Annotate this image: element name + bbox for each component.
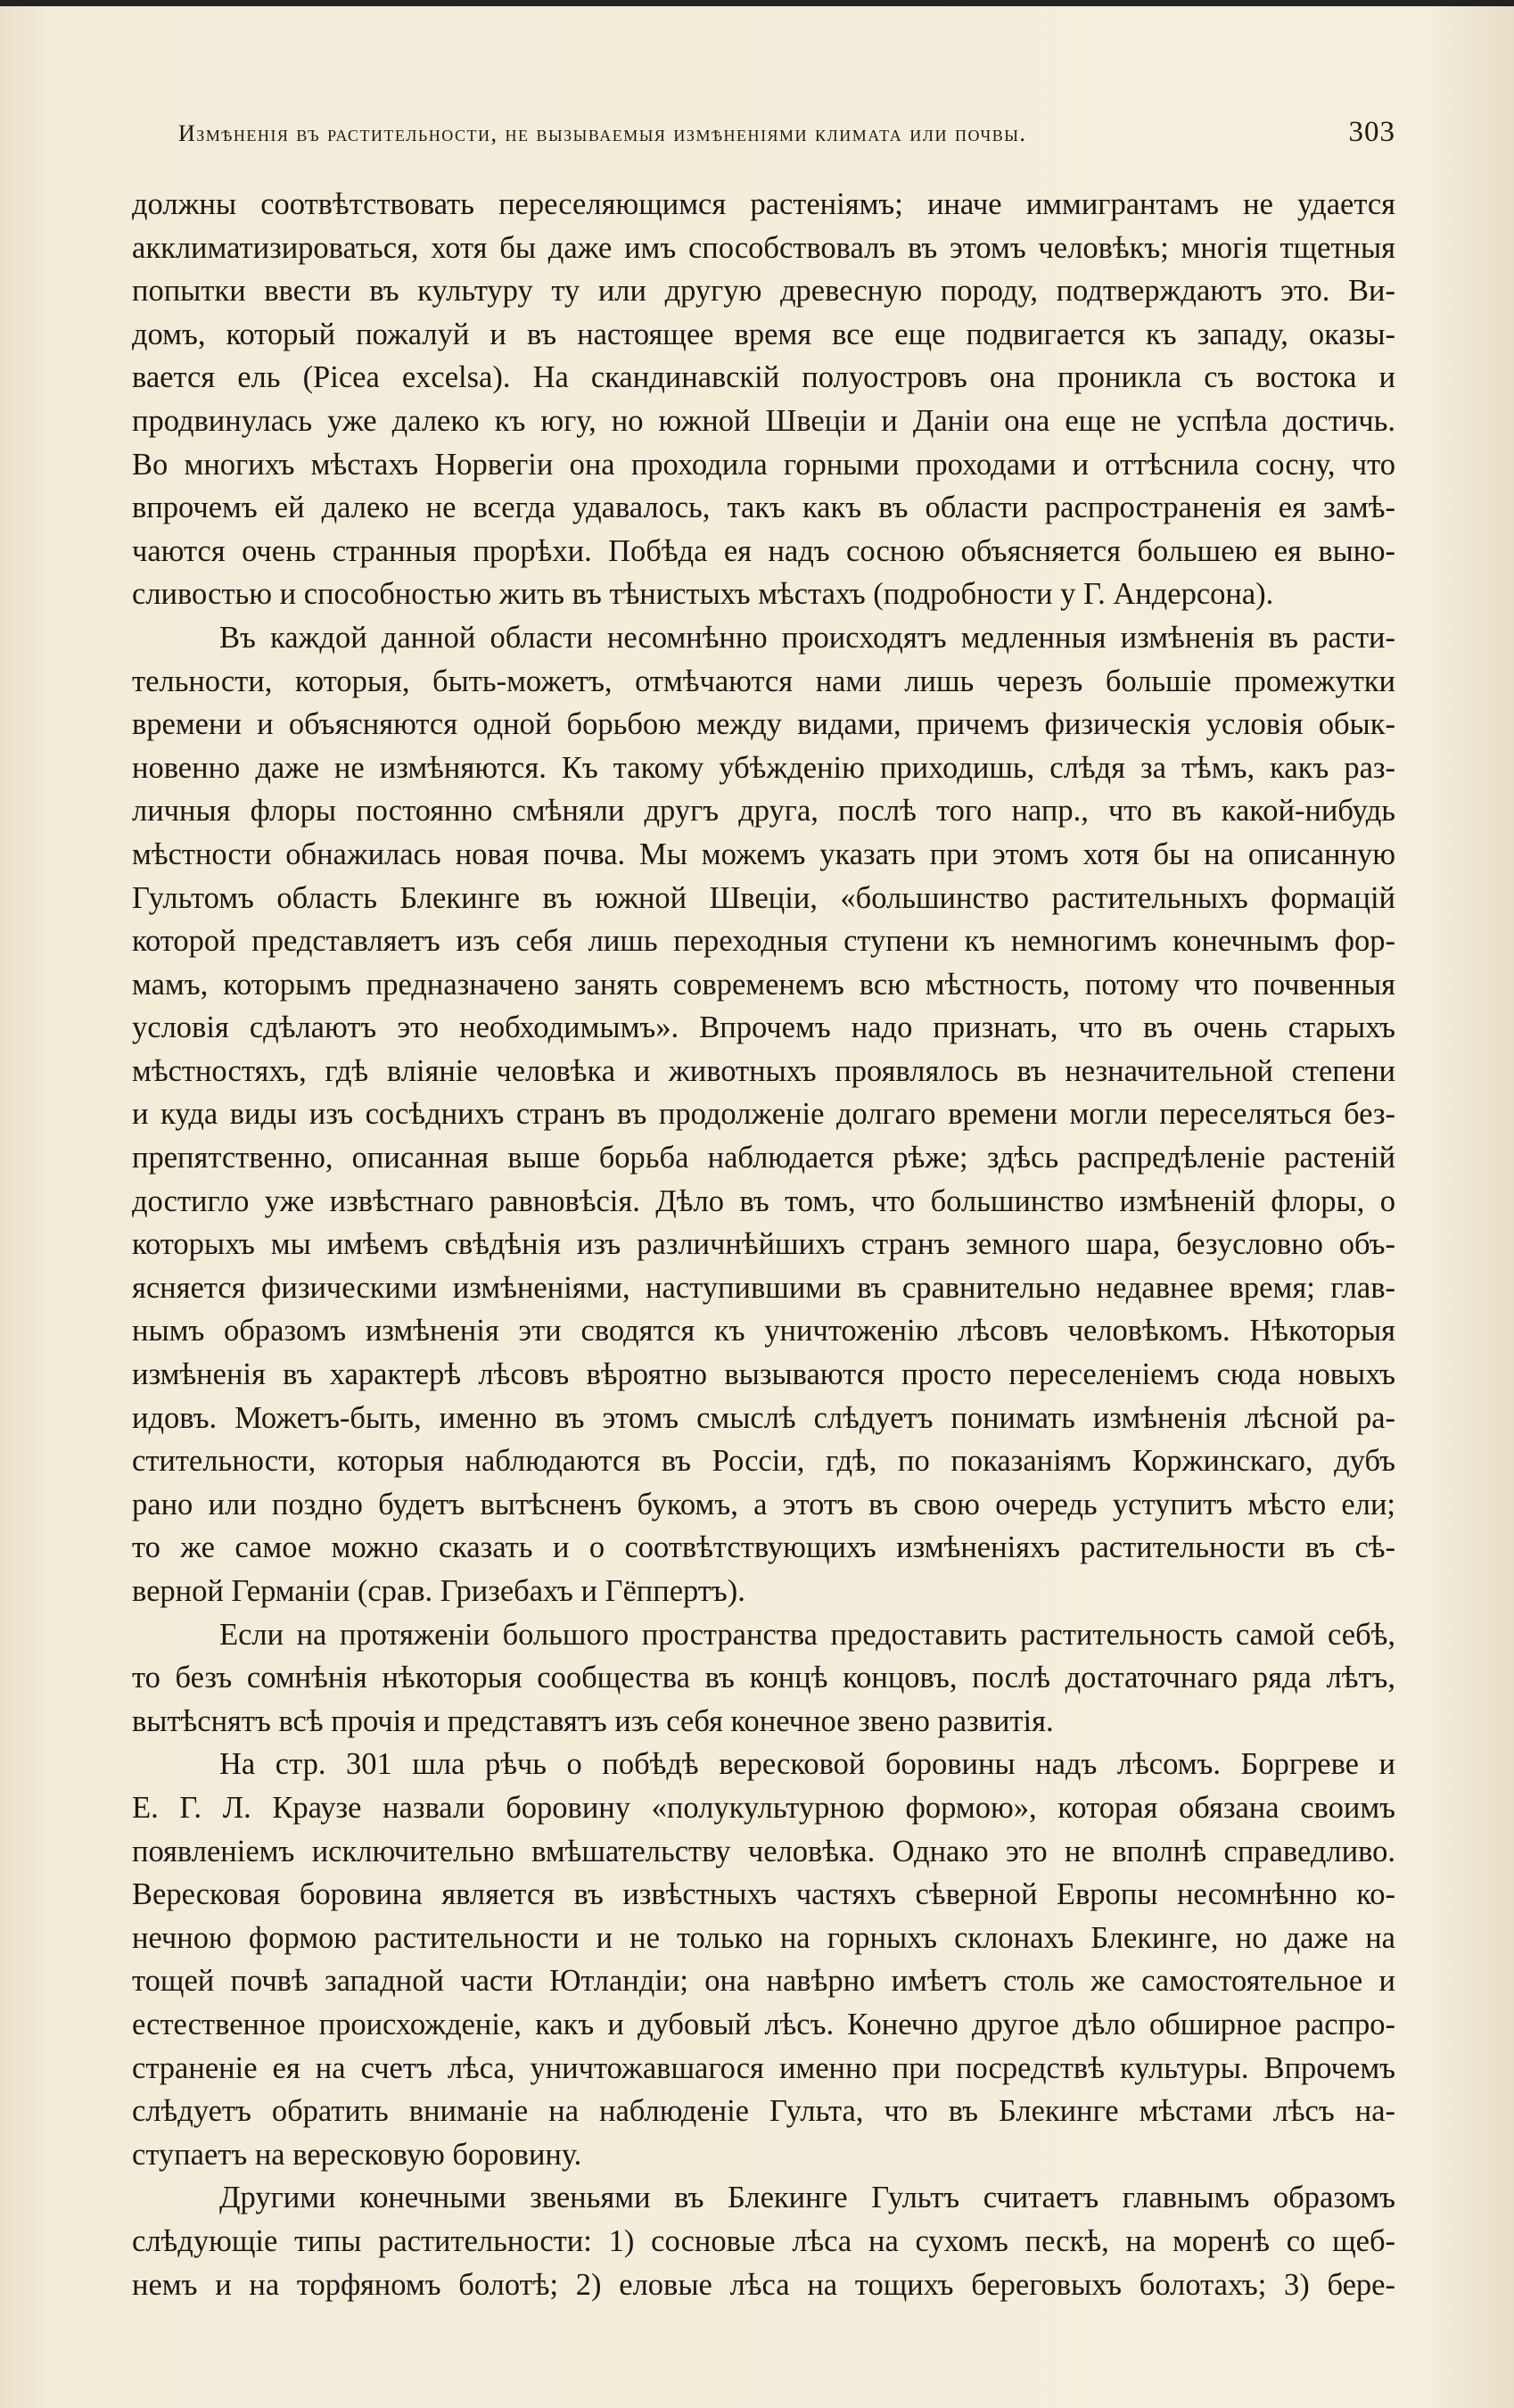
text-line: должны соотвѣтствовать переселяющимся растеніямъ; иначе иммигрантамъ не удается	[132, 187, 1395, 221]
text-line: слѣдуетъ обратить вниманіе на наблюденіе Гульта, что въ Блекинге мѣстами лѣсъ на-	[132, 2094, 1395, 2129]
text-line: которой представляетъ изъ себя лишь переходныя ступени къ немногимъ конечнымъ фор-	[132, 924, 1395, 959]
text-line: впрочемъ ей далеко не всегда удавалось, такъ какъ въ области распространенія ея замѣ-	[132, 491, 1395, 525]
text-line: появленіемъ исключительно вмѣшательству человѣка. Однако это не вполнѣ справедливо.	[132, 1834, 1395, 1868]
text-line: которыхъ мы имѣемъ свѣдѣнія изъ различнѣйшихъ странъ земного шара, безусловно объ-	[132, 1227, 1395, 1262]
text-line: ступаетъ на вересковую боровину.	[132, 2137, 582, 2172]
text-line: тощей почвѣ западной части Ютландіи; она навѣрно имѣетъ столь же самостоятельное и	[132, 1964, 1395, 1999]
text-line: рано или поздно будетъ вытѣсненъ букомъ, а этотъ въ свою очередь уступитъ мѣсто ели;	[132, 1487, 1395, 1521]
text-line: домъ, который пожалуй и въ настоящее время все еще подвигается къ западу, оказы-	[132, 317, 1395, 351]
text-line: тельности, которыя, быть-можетъ, отмѣчаются нами лишь черезъ большіе промежутки	[132, 664, 1395, 698]
text-line: продвинулась уже далеко къ югу, но южной Швеціи и Даніи она еще не успѣла достичь.	[132, 403, 1395, 438]
text-line: Е. Г. Л. Краузе назвали боровину «полукультурною формою», которая обязана своимъ	[132, 1790, 1395, 1825]
text-line: идовъ. Можетъ-быть, именно въ этомъ смыслѣ слѣдуетъ понимать измѣненія лѣсной ра-	[132, 1400, 1395, 1435]
text-line: то безъ сомнѣнія нѣкоторыя сообщества въ концѣ концовъ, послѣ достаточнаго ряда лѣтъ,	[132, 1661, 1395, 1695]
text-line: новенно даже не измѣняются. Къ такому убѣжденію приходишь, слѣдя за тѣмъ, какъ раз-	[132, 750, 1395, 785]
text-line: немъ и на торфяномъ болотѣ; 2) еловые лѣса на тощихъ береговыхъ болотахъ; 3) бере-	[132, 2267, 1395, 2302]
text-line: Во многихъ мѣстахъ Норвегіи она проходила горными проходами и оттѣснила сосну, что	[132, 447, 1395, 482]
text-line: личныя флоры постоянно смѣняли другъ друга, послѣ того напр., что въ какой-нибудь	[132, 794, 1395, 829]
page-number: 303	[1348, 116, 1395, 148]
text-line: сливостью и способностью жить въ тѣнистыхъ мѣстахъ (подробности у Г. Андерсона).	[132, 577, 1274, 612]
text-line: нымъ образомъ измѣненія эти сводятся къ уничтоженію лѣсовъ человѣкомъ. Нѣкоторыя	[132, 1314, 1395, 1348]
text-line: и куда виды изъ сосѣднихъ странъ въ продолженіе долгаго времени могли переселяться без-	[132, 1097, 1395, 1132]
text-line: условія сдѣлаютъ это необходимымъ». Впрочемъ надо признать, что въ очень старыхъ	[132, 1010, 1395, 1045]
text-line: слѣдующіе типы растительности: 1) сосновые лѣса на сухомъ пескѣ, на моренѣ со щеб-	[132, 2223, 1395, 2258]
text-line: ясняется физическими измѣненіями, наступившими въ сравнительно недавнее время; глав-	[132, 1270, 1395, 1305]
text-line: попытки ввести въ культуру ту или другую древесную породу, подтверждаютъ это. Ви-	[132, 274, 1395, 309]
text-line: На стр. 301 шла рѣчь о побѣдѣ вересковой боровины надъ лѣсомъ. Боргреве и	[219, 1747, 1395, 1782]
text-line: Вересковая боровина является въ извѣстныхъ частяхъ сѣверной Европы несомнѣнно ко-	[132, 1877, 1395, 1912]
text-line: акклиматизироваться, хотя бы даже имъ способствовалъ въ этомъ человѣкъ; многія тщетныя	[132, 230, 1395, 265]
text-line: вытѣснятъ всѣ прочія и представятъ изъ себя конечное звено развитія.	[132, 1703, 1054, 1738]
text-line: чаются очень странныя прорѣхи. Побѣда ея надъ сосною объясняется большею ея выно-	[132, 533, 1395, 568]
text-line: верной Германіи (срав. Гризебахъ и Гёппертъ).	[132, 1574, 745, 1608]
text-line: стительности, которыя наблюдаются въ Россіи, гдѣ, по показаніямъ Коржинскаго, дубъ	[132, 1444, 1395, 1479]
body-text	[132, 183, 1395, 2306]
text-line: Если на протяженіи большого пространства предоставить растительность самой себѣ,	[219, 1617, 1395, 1652]
text-line: страненіе ея на счетъ лѣса, уничтожавшагося именно при посредствѣ культуры. Впрочемъ	[132, 2050, 1395, 2085]
text-line: времени и объясняются одной борьбою между видами, причемъ физическія условія обык-	[132, 707, 1395, 742]
text-line: мѣстности обнажилась новая почва. Мы можемъ указать при этомъ хотя бы на описанную	[132, 837, 1395, 871]
text-line: естественное происхожденіе, какъ и дубовый лѣсъ. Конечно другое дѣло обширное распро-	[132, 2007, 1395, 2041]
text-line: Въ каждой данной области несомнѣнно происходятъ медленныя измѣненія въ расти-	[219, 620, 1395, 655]
text-line: Другими конечными звеньями въ Блекинге Гультъ считаетъ главнымъ образомъ	[219, 2181, 1395, 2215]
text-line: Гультомъ область Блекинге въ южной Швеціи, «большинство растительныхъ формацій	[132, 880, 1395, 915]
text-line: препятственно, описанная выше борьба наблюдается рѣже; здѣсь распредѣленіе растеній	[132, 1141, 1395, 1175]
top-edge-rule	[0, 0, 1514, 6]
running-header	[178, 116, 1395, 149]
text-line: мѣстностяхъ, гдѣ вліяніе человѣка и животныхъ проявлялось въ незначительной степени	[132, 1053, 1395, 1088]
text-line: то же самое можно сказать и о соотвѣтствующихъ измѣненіяхъ растительности въ сѣ-	[132, 1530, 1395, 1565]
text-line: вается ель (Picea excelsa). На скандинавскій полуостровъ она проникла съ востока и	[132, 360, 1395, 395]
text-line: измѣненія въ характерѣ лѣсовъ вѣроятно вызываются просто переселеніемъ сюда новыхъ	[132, 1357, 1395, 1392]
text-line: достигло уже извѣстнаго равновѣсія. Дѣло въ томъ, что большинство измѣненій флоры, о	[132, 1183, 1395, 1218]
text-line: нечною формою растительности и не только на горныхъ склонахъ Блекинге, но даже на	[132, 1920, 1395, 1955]
running-title: Измѣненія въ растительности, не вызываемыя измѣненіями климата или почвы.	[178, 120, 1027, 146]
text-line: мамъ, которымъ предназначено занять современемъ всю мѣстность, потому что почвенныя	[132, 967, 1395, 1002]
